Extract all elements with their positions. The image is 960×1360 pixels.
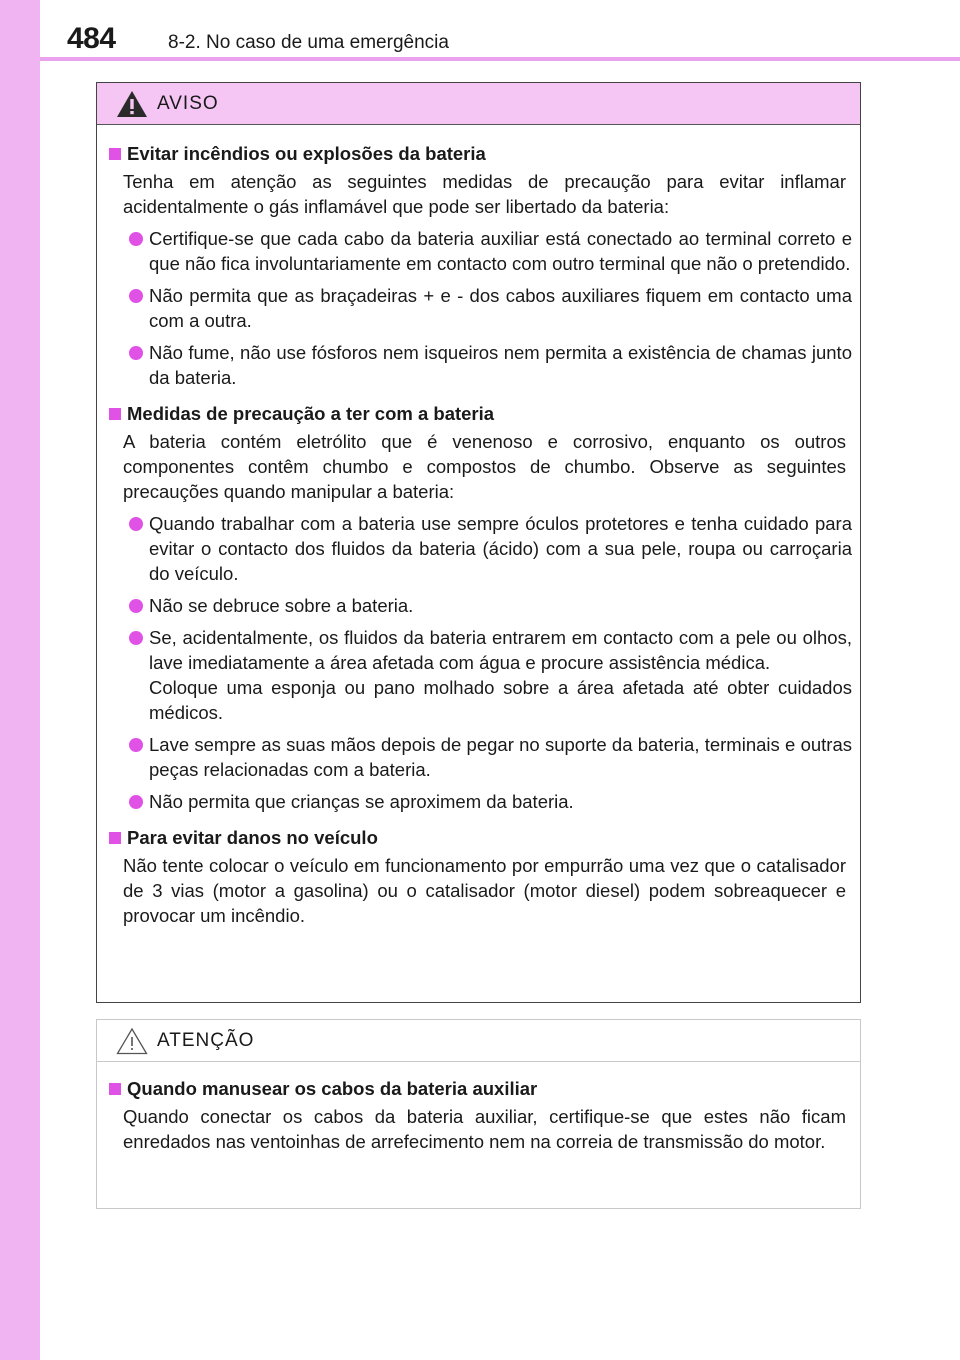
warning-section xyxy=(106,401,852,814)
list-item: Não permita que as braçadeiras + e - dos cabos auxiliares fiquem em contacto uma com a outra. xyxy=(106,283,852,333)
caution-box xyxy=(96,1019,861,1209)
round-bullet-icon xyxy=(129,795,143,809)
page-number: 484 xyxy=(67,22,116,55)
bullet-list xyxy=(106,511,852,814)
square-bullet-icon xyxy=(109,408,121,420)
section-heading: Evitar incêndios ou explosões da bateria xyxy=(127,143,486,164)
list-item: Se, acidentalmente, os fluidos da bateria entrarem em contacto com a pele ou olhos, lave imediatamente a área afetada com água e procure assistência médica. Coloque uma esponja ou pano molhado sobre a área afetada até obter cuidados médicos. xyxy=(106,625,852,725)
list-item: Não fume, não use fósforos nem isqueiros nem permita a existência de chamas junto da bateria. xyxy=(106,340,852,390)
list-item: Não permita que crianças se aproximem da bateria. xyxy=(106,789,852,814)
warning-triangle-outline-icon xyxy=(116,1027,148,1055)
list-item: Quando trabalhar com a bateria use sempre óculos protetores e tenha cuidado para evitar o contacto dos fluidos da bateria (ácido) com a sua pele, roupa ou carroçaria do veículo. xyxy=(106,511,852,586)
section-heading: Para evitar danos no veículo xyxy=(127,827,378,848)
round-bullet-icon xyxy=(129,738,143,752)
warning-box-header xyxy=(97,83,860,125)
side-color-bar xyxy=(0,0,40,1360)
round-bullet-icon xyxy=(129,289,143,303)
warning-triangle-filled-icon xyxy=(116,90,148,118)
section-heading: Quando manusear os cabos da bateria auxiliar xyxy=(127,1078,538,1099)
round-bullet-icon xyxy=(129,631,143,645)
list-item: Lave sempre as suas mãos depois de pegar no suporte da bateria, terminais e outras peças relacionadas com a bateria. xyxy=(106,732,852,782)
section-paragraph: Quando conectar os cabos da bateria auxiliar, certifique-se que estes não ficam enredados nas ventoinhas de arrefecimento nem na correia de transmissão do motor. xyxy=(123,1106,846,1152)
bullet-list xyxy=(106,226,852,390)
warning-section xyxy=(106,141,852,390)
warning-box xyxy=(96,82,861,1003)
list-item: Não se debruce sobre a bateria. xyxy=(106,593,852,618)
section-title: 8-2. No caso de uma emergência xyxy=(168,32,449,53)
caution-box-header xyxy=(97,1020,860,1062)
caution-body xyxy=(97,1062,860,1154)
section-paragraph: Não tente colocar o veículo em funcionamento por empurrão uma vez que o catalisador de 3 vias (motor a gasolina) ou o catalisador (motor diesel) podem sobreaquecer e provocar um incêndio. xyxy=(123,855,846,926)
warning-section xyxy=(106,825,852,928)
caution-label: ATENÇÃO xyxy=(157,1030,255,1051)
round-bullet-icon xyxy=(129,346,143,360)
list-item: Certifique-se que cada cabo da bateria auxiliar está conectado ao terminal correto e que não fica involuntariamente em contacto com outro terminal que não o pretendido. xyxy=(106,226,852,276)
round-bullet-icon xyxy=(129,599,143,613)
round-bullet-icon xyxy=(129,232,143,246)
section-paragraph: Tenha em atenção as seguintes medidas de precaução para evitar inflamar acidentalmente o gás inflamável que pode ser libertado da bateria: xyxy=(123,171,846,217)
caution-section xyxy=(106,1076,852,1154)
round-bullet-icon xyxy=(129,517,143,531)
square-bullet-icon xyxy=(109,1083,121,1095)
warning-label: AVISO xyxy=(157,93,219,114)
square-bullet-icon xyxy=(109,148,121,160)
warning-body xyxy=(97,125,860,928)
section-heading: Medidas de precaução a ter com a bateria xyxy=(127,403,495,424)
header-rule xyxy=(40,57,960,61)
square-bullet-icon xyxy=(109,832,121,844)
section-paragraph: A bateria contém eletrólito que é venenoso e corrosivo, enquanto os outros componentes contêm chumbo e compostos de chumbo. Observe as seguintes precauções quando manipular a bateria: xyxy=(123,431,846,502)
